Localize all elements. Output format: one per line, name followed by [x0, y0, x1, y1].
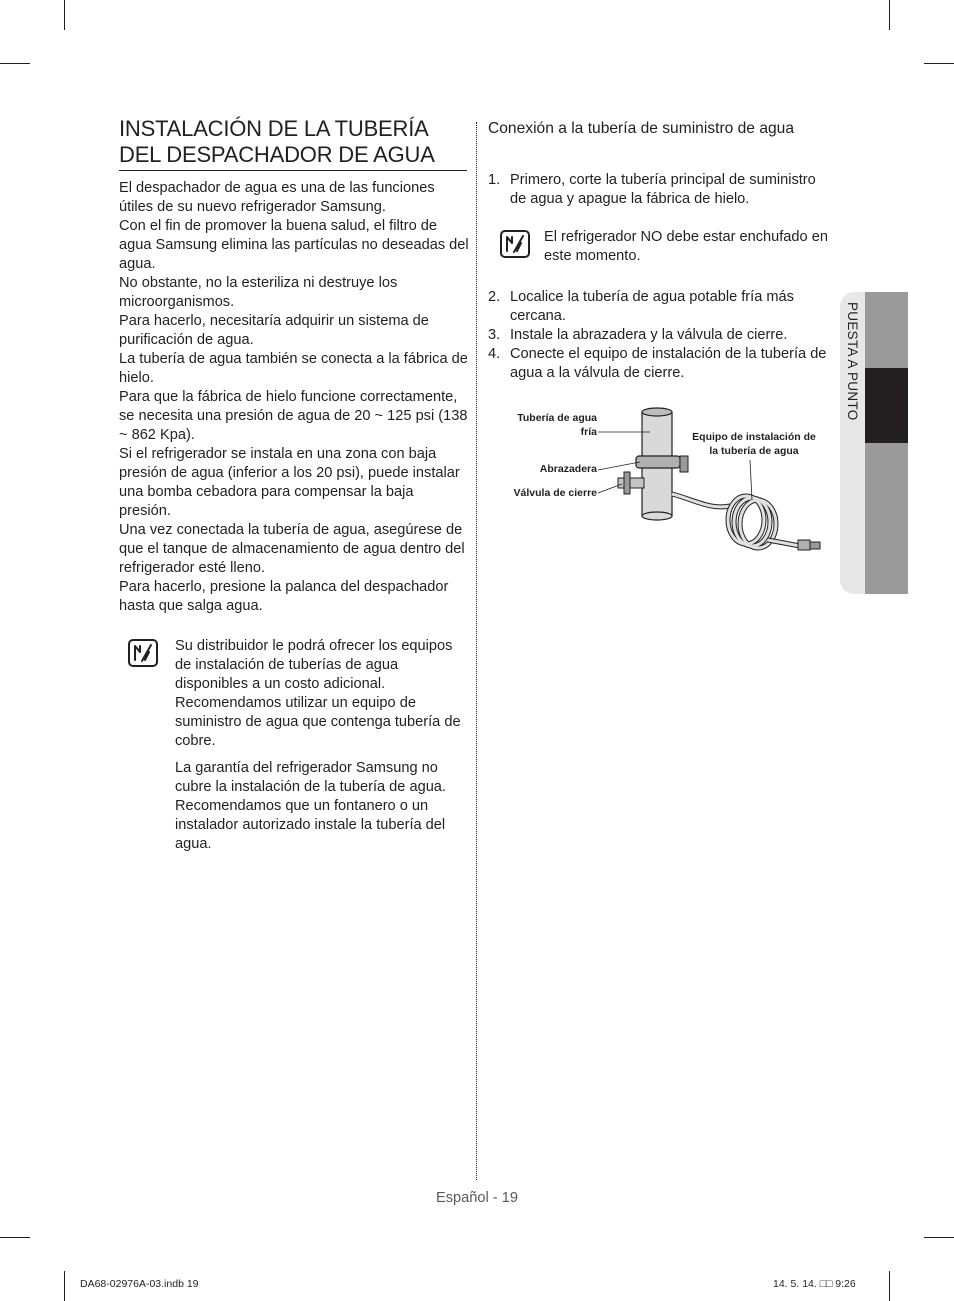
note-text: Su distribuidor le podrá ofrecer los equipos de instalación de tuberías de agua disponibles a un costo adicional. Recomendamos utilizar un equipo de suministro de agua que contenga tubería de cobre. [175, 638, 461, 749]
print-date: 14. 5. 14. □□ 9:26 [773, 1278, 856, 1290]
note-block [128, 637, 468, 862]
steps-list [488, 288, 833, 383]
step-text: Instale la abrazadera y la válvula de cierre. [510, 327, 788, 343]
crop-mark [924, 63, 954, 64]
crop-mark [64, 0, 65, 30]
step-item [488, 345, 833, 383]
crop-mark [64, 1271, 65, 1301]
crop-mark [0, 1237, 30, 1238]
tab-active-marker [865, 368, 908, 443]
intro-paragraph: La tubería de agua también se conecta a la fábrica de hielo. [119, 351, 468, 386]
tab-strip [865, 292, 908, 594]
steps-list [488, 171, 833, 209]
note-block [500, 228, 830, 266]
intro-paragraph: Con el fin de promover la buena salud, el filtro de agua Samsung elimina las partículas no deseadas del agua. [119, 218, 469, 272]
note-text: El refrigerador NO debe estar enchufado en este momento. [544, 229, 828, 264]
step-number: 3. [488, 327, 501, 343]
step-number: 2. [488, 289, 501, 305]
step-number: 4. [488, 346, 501, 362]
label-kit [680, 430, 828, 458]
label-line: fría [580, 426, 597, 438]
label-line: Equipo de instalación de [692, 431, 816, 443]
note-text: La garantía del refrigerador Samsung no cubre la instalación de la tubería de agua. Recomendamos que un fontanero o un instalador autorizado instale la tubería del agua. [175, 760, 446, 852]
tab-label: PUESTA A PUNTO [845, 302, 860, 421]
step-number: 1. [488, 172, 501, 188]
note-icon [128, 639, 158, 667]
column-divider [476, 122, 477, 1180]
crop-mark [889, 0, 890, 30]
page-number: Español - 19 [436, 1190, 518, 1206]
crop-mark [0, 63, 30, 64]
label-valve: Válvula de cierre [513, 487, 597, 499]
step-item [488, 288, 833, 326]
intro-paragraph: No obstante, no la esteriliza ni destruye los microorganismos. [119, 275, 398, 310]
page-title: INSTALACIÓN DE LA TUBERÍA DEL DESPACHADOR DE AGUA [119, 116, 467, 171]
installation-diagram [500, 400, 835, 560]
intro-text [119, 179, 469, 616]
step-text: Localice la tubería de agua potable fría más cercana. [510, 289, 794, 324]
crop-mark [924, 1237, 954, 1238]
intro-paragraph: Una vez conectada la tubería de agua, asegúrese de que el tanque de almacenamiento de agua dentro del refrigerador esté lleno. [119, 522, 465, 576]
step-item [488, 171, 833, 209]
label-line: Tubería de agua [517, 412, 597, 424]
intro-paragraph: Para hacerlo, presione la palanca del despachador hasta que salga agua. [119, 579, 449, 614]
intro-paragraph: El despachador de agua es una de las funciones útiles de su nuevo refrigerador Samsung. [119, 180, 435, 215]
section-tab [840, 292, 908, 594]
intro-paragraph: Para que la fábrica de hielo funcione correctamente, se necesita una presión de agua de 20 ~ 125 psi (138 ~ 862 Kpa). [119, 389, 468, 443]
intro-paragraph: Para hacerlo, necesitaría adquirir un sistema de purificación de agua. [119, 313, 429, 348]
section-subtitle: Conexión a la tubería de suministro de agua [488, 120, 795, 137]
label-clamp: Abrazadera [539, 463, 597, 475]
file-name: DA68-02976A-03.indb 19 [80, 1278, 199, 1290]
step-text: Conecte el equipo de instalación de la tubería de agua a la válvula de cierre. [510, 346, 827, 381]
label-cold-pipe [500, 411, 597, 439]
step-text: Primero, corte la tubería principal de suministro de agua y apague la fábrica de hielo. [510, 172, 816, 207]
note-icon [500, 230, 530, 258]
step-item [488, 326, 833, 345]
intro-paragraph: Si el refrigerador se instala en una zona con baja presión de agua (inferior a los 20 psi), puede instalar una bomba cebadora para compensar la baja presión. [119, 446, 460, 519]
label-line: la tubería de agua [709, 445, 799, 457]
crop-mark [889, 1271, 890, 1301]
